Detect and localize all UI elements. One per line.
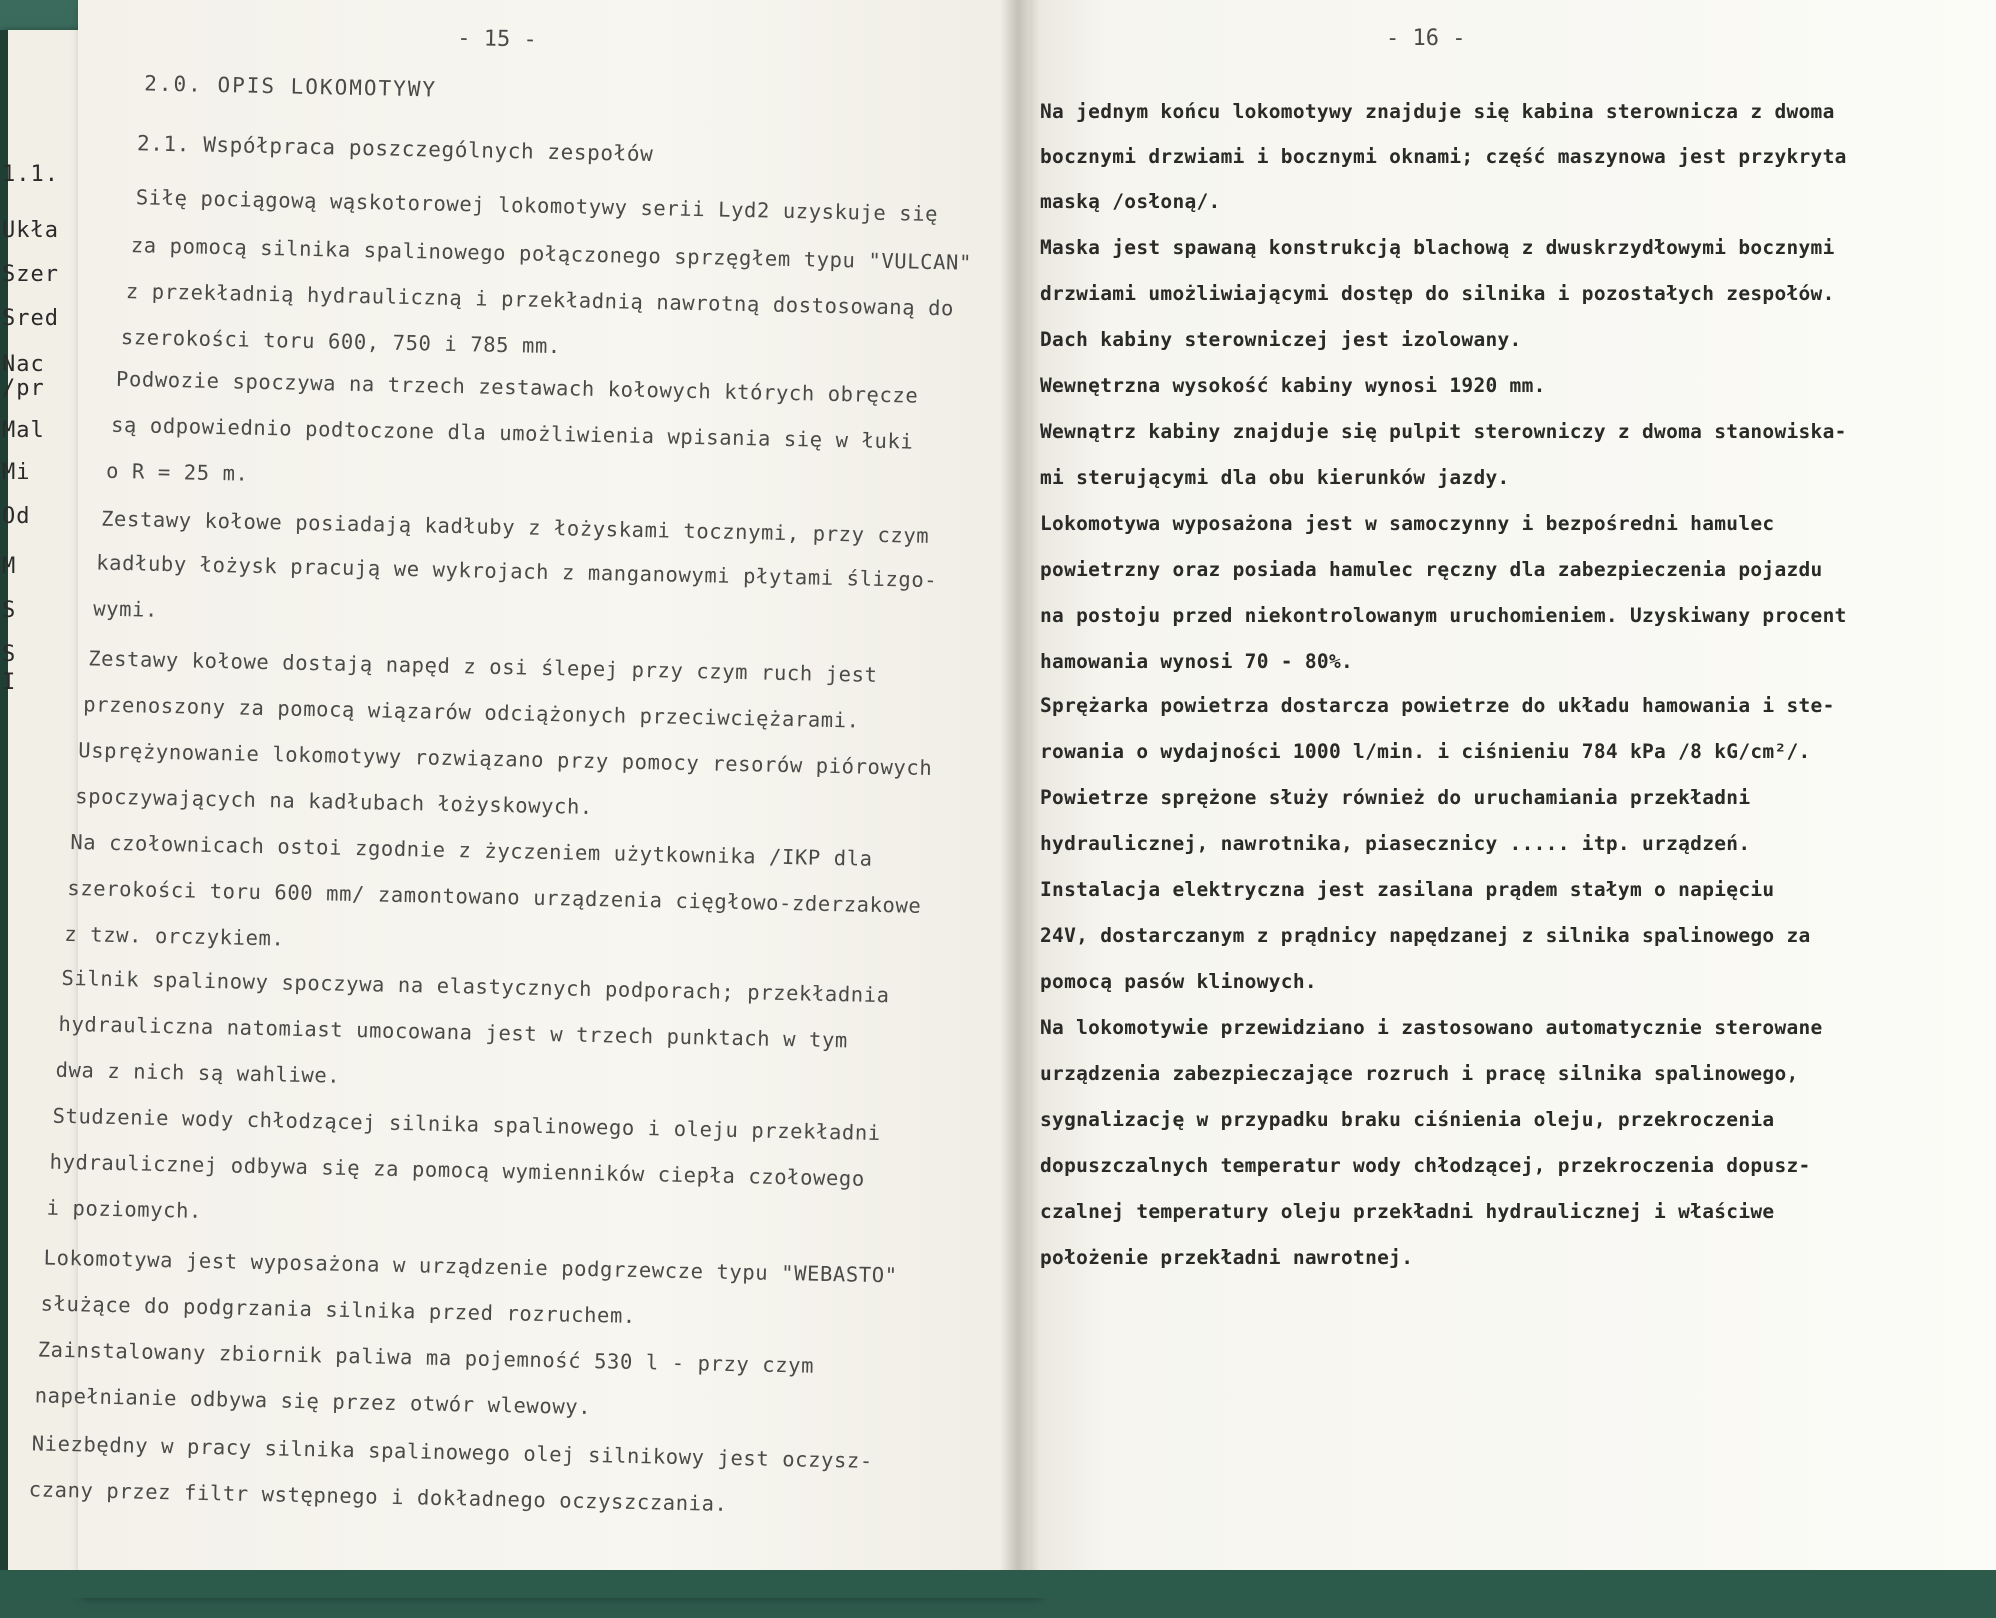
underlying-fragment: Nac bbox=[2, 352, 45, 377]
text-line: rowania o wydajności 1000 l/min. i ciśnieniu 784 kPa /8 kG/cm²/. bbox=[1040, 740, 1811, 763]
text-line: powietrzny oraz posiada hamulec ręczny dla zabezpieczenia pojazdu bbox=[1040, 558, 1823, 581]
text-line: hydraulicznej, nawrotnika, piasecznicy ..... itp. urządzeń. bbox=[1040, 832, 1751, 855]
text-line: sygnalizację w przypadku braku ciśnienia oleju, przekroczenia bbox=[1040, 1108, 1775, 1131]
text-line: Siłę pociągową wąskotorowej lokomotywy serii Lyd2 uzyskuje się bbox=[135, 185, 939, 227]
text-line: drzwiami umożliwiającymi dostęp do silnika i pozostałych zespołów. bbox=[1040, 282, 1835, 305]
text-line: Zestawy kołowe dostają napęd z osi ślepej przy czym ruch jest bbox=[87, 646, 878, 687]
text-line: z przekładnią hydrauliczną i przekładnią nawrotną dostosowaną do bbox=[125, 279, 955, 321]
text-line: Lokomotywa jest wyposażona w urządzenie podgrzewcze typu "WEBASTO" bbox=[43, 1245, 898, 1288]
text-line: na postoju przed niekontrolowanym uruchomieniem. Uzyskiwany procent bbox=[1040, 604, 1847, 627]
text-line: Na lokomotywie przewidziano i zastosowano automatycznie sterowane bbox=[1040, 1016, 1823, 1039]
text-line: Dach kabiny sterowniczej jest izolowany. bbox=[1040, 328, 1522, 351]
page-number: - 16 - bbox=[1386, 26, 1466, 51]
text-line: kadłuby łożysk pracują we wykrojach z manganowymi płytami ślizgo- bbox=[95, 550, 938, 593]
text-line: szerokości toru 600 mm/ zamontowano urządzenia cięgłowo-zderzakowe bbox=[67, 875, 922, 918]
text-line: maską /osłoną/. bbox=[1040, 190, 1221, 213]
underlying-fragment: I bbox=[2, 670, 17, 695]
text-line: mi sterującymi dla obu kierunków jazdy. bbox=[1040, 466, 1510, 489]
text-line: 24V, dostarczanym z prądnicy napędzanej z silnika spalinowego za bbox=[1040, 924, 1811, 947]
subsection-heading: 2.1. Współpraca poszczególnych zespołów bbox=[136, 131, 654, 167]
underlying-fragment: Szer bbox=[2, 262, 59, 287]
underlying-fragment: S bbox=[2, 598, 17, 623]
underlying-fragment: S bbox=[2, 642, 17, 667]
underlying-fragment: /pr bbox=[2, 376, 45, 401]
text-line: z tzw. orczykiem. bbox=[64, 921, 285, 951]
text-line: czalnej temperatury oleju przekładni hydraulicznej i właściwe bbox=[1040, 1200, 1775, 1223]
text-line: Na czołownicach ostoi zgodnie z życzeniem użytkownika /IKP dla bbox=[70, 830, 873, 871]
text-line: wymi. bbox=[93, 596, 159, 622]
text-line: spoczywających na kadłubach łożyskowych. bbox=[75, 784, 594, 819]
text-line: za pomocą silnika spalinowego połączonego sprzęgłem typu "VULCAN" bbox=[130, 233, 973, 275]
text-line: Studzenie wody chłodzącej silnika spalinowego i oleju przekładni bbox=[52, 1103, 881, 1146]
underlying-fragment: Sred bbox=[2, 306, 59, 331]
text-line: napełnianie odbywa się przez otwór wlewowy. bbox=[34, 1383, 592, 1420]
underlying-fragment: Mal bbox=[2, 418, 45, 443]
text-line: Wewnątrz kabiny znajduje się pulpit sterowniczy z dwoma stanowiska- bbox=[1040, 420, 1847, 443]
text-line: szerokości toru 600, 750 i 785 mm. bbox=[120, 324, 562, 359]
text-line: Usprężynowanie lokomotywy rozwiązano przy pomocy resorów piórowych bbox=[78, 738, 933, 781]
text-line: urządzenia zabezpieczające rozruch i pracę silnika spalinowego, bbox=[1040, 1062, 1799, 1085]
text-line: hamowania wynosi 70 - 80%. bbox=[1040, 650, 1354, 673]
underlying-fragment: Od bbox=[2, 504, 31, 529]
text-line: i poziomych. bbox=[46, 1195, 203, 1223]
text-line: Zainstalowany zbiornik paliwa ma pojemność 530 l - przy czym bbox=[37, 1337, 815, 1378]
text-line: Instalacja elektryczna jest zasilana prądem stałym o napięciu bbox=[1040, 878, 1775, 901]
text-line: Powietrze sprężone służy również do uruchamiania przekładni bbox=[1040, 786, 1751, 809]
text-line: hydraulicznej odbywa się za pomocą wymienników ciepła czołowego bbox=[49, 1149, 866, 1191]
text-line: Podwozie spoczywa na trzech zestawach kołowych których obręcze bbox=[115, 366, 919, 408]
text-line: służące do podgrzania silnika przed rozruchem. bbox=[40, 1291, 637, 1328]
text-line: czany przez filtr wstępnego i dokładnego oczyszczania. bbox=[28, 1477, 728, 1516]
text-line: są odpowiednio podtoczone dla umożliwienia wpisania się w łuki bbox=[110, 412, 914, 454]
text-line: przenoszony za pomocą wiązarów odciążonych przeciwciężarami. bbox=[83, 692, 860, 733]
section-heading: 2.0. OPIS LOKOMOTYWY bbox=[144, 71, 438, 102]
text-line: Na jednym końcu lokomotywy znajduje się kabina sterownicza z dwoma bbox=[1040, 100, 1835, 123]
text-line: Lokomotywa wyposażona jest w samoczynny i bezpośredni hamulec bbox=[1040, 512, 1775, 535]
text-line: pomocą pasów klinowych. bbox=[1040, 970, 1317, 993]
underlying-fragment: Ukła bbox=[2, 218, 59, 243]
text-line: Zestawy kołowe posiadają kadłuby z łożyskami tocznymi, przy czym bbox=[100, 506, 930, 548]
text-line: Sprężarka powietrza dostarcza powietrze do układu hamowania i ste- bbox=[1040, 694, 1835, 717]
underlying-fragment: M bbox=[2, 554, 17, 579]
text-line: dopuszczalnych temperatur wody chłodzącej, przekroczenia dopusz- bbox=[1040, 1154, 1811, 1177]
text-line: bocznymi drzwiami i bocznymi oknami; część maszynowa jest przykryta bbox=[1040, 145, 1847, 168]
text-line: Niezbędny w pracy silnika spalinowego olej silnikowy jest oczysz- bbox=[31, 1431, 874, 1473]
page-number: - 15 - bbox=[457, 25, 538, 53]
underlying-fragment: Mi bbox=[2, 460, 31, 485]
text-line: Silnik spalinowy spoczywa na elastycznych podporach; przekładnia bbox=[61, 965, 890, 1008]
text-line: Wewnętrzna wysokość kabiny wynosi 1920 mm. bbox=[1040, 374, 1546, 397]
text-line: o R = 25 m. bbox=[105, 458, 249, 486]
background-edge bbox=[0, 1570, 1996, 1598]
text-line: hydrauliczna natomiast umocowana jest w trzech punktach w tym bbox=[58, 1011, 849, 1053]
underlying-fragment: 1.1. bbox=[2, 162, 59, 187]
text-line: Maska jest spawaną konstrukcją blachową z dwuskrzydłowymi bocznymi bbox=[1040, 236, 1835, 259]
right-page bbox=[1030, 0, 1996, 1598]
text-line: położenie przekładni nawrotnej. bbox=[1040, 1246, 1414, 1269]
text-line: dwa z nich są wahliwe. bbox=[55, 1057, 341, 1088]
